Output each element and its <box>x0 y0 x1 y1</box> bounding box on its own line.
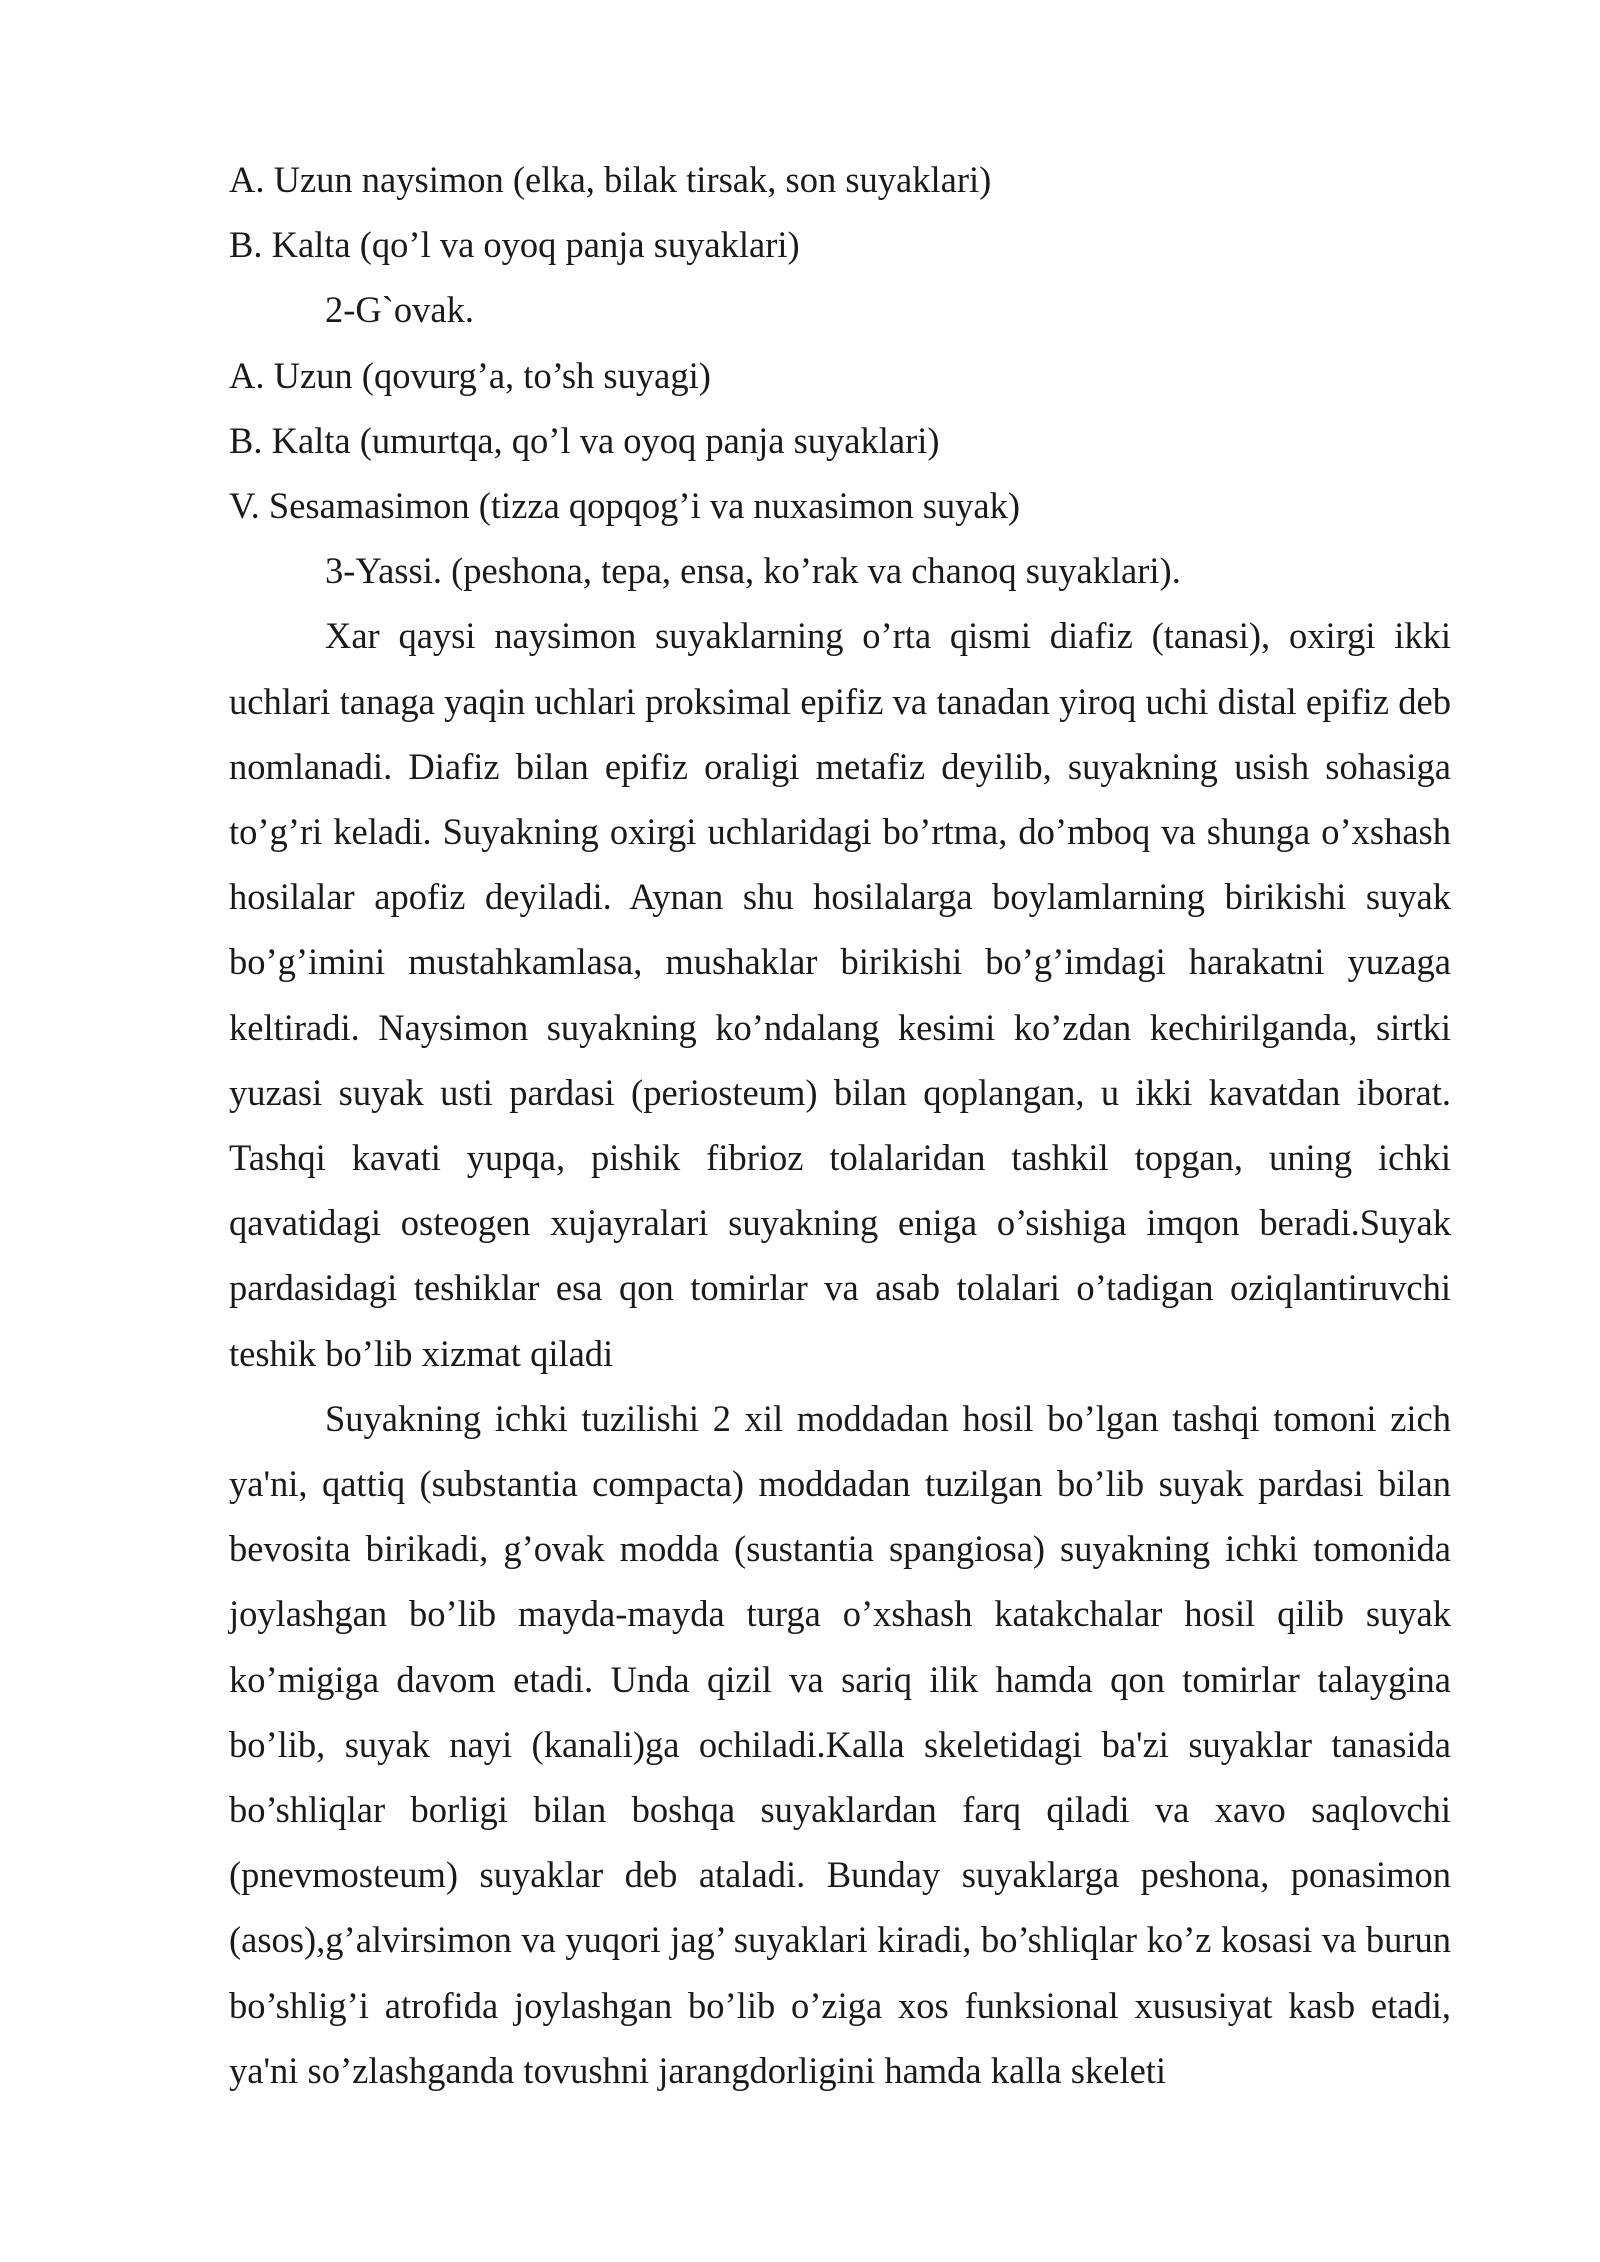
paragraph-tubular-bone-structure: Xar qaysi naysimon suyaklarning o’rta qismi diafiz (tanasi), oxirgi ikki uchlari tanaga yaqin uchlari proksimal epifiz va tanadan yiroq uchi distal epifiz deb nomlanadi. Diafiz bilan epifiz oraligi metafiz deyilib, suyakning usish sohasiga to’g’ri keladi. Suyakning oxirgi uchlaridagi bo’rtma, do’mboq va shunga o’xshash hosilalar apofiz deyiladi. Aynan shu hosilalarga boylamlarning birikishi suyak bo’g’imini mustahkamlasa, mushaklar birikishi bo’g’imdagi harakatni yuzaga keltiradi. Naysimon suyakning ko’ndalang kesimi ko’zdan kechirilganda, sirtki yuzasi suyak usti pardasi (periosteum) bilan qoplangan, u ikki kavatdan iborat. Tashqi kavati yupqa, pishik fibrioz tolalaridan tashkil topgan, uning ichki qavatidagi osteogen xujayralari suyakning eniga o’sishiga imqon beradi.Suyak pardasidagi teshiklar esa qon tomirlar va asab tolalari o’tadigan oziqlantiruvchi teshik bo’lib xizmat qiladi <box>229 615 1451 1374</box>
document-body <box>229 147 1451 2103</box>
list-line-b-short-spongy: B. Kalta (umurtqa, qo’l va oyoq panja suyaklari) <box>229 419 940 461</box>
list-line-a-long-tubular: A. Uzun naysimon (elka, bilak tirsak, son suyaklari) <box>229 159 992 200</box>
list-line-a-long-spongy: A. Uzun (qovurg’a, to’sh suyagi) <box>229 354 711 396</box>
list-heading-spongy: 2-G`ovak. <box>325 289 474 331</box>
paragraph-internal-bone-structure: Suyakning ichki tuzilishi 2 xil moddadan hosil bo’lgan tashqi tomoni zich ya'ni, qattiq (substantia compacta) moddadan tuzilgan bo’lib suyak pardasi bilan bevosita birikadi, g’ovak modda (sustantia spangiosa) suyakning ichki tomonida joylashgan bo’lib mayda-mayda turga o’xshash katakchalar hosil qilib suyak ko’migiga davom etadi. Unda qizil va sariq ilik hamda qon tomirlar talaygina bo’lib, suyak nayi (kanali)ga ochiladi.Kalla skeletidagi ba'zi suyaklar tanasida bo’shliqlar borligi bilan boshqa suyaklardan farq qiladi va xavo saqlovchi (pnevmosteum) suyaklar deb ataladi. Bunday suyaklarga peshona, ponasimon (asos),g’alvirsimon va yuqori jag’ suyaklari kiradi, bo’shliqlar ko’z kosasi va burun bo’shlig’i atrofida joylashgan bo’lib o’ziga xos funksional xususiyat kasb etadi, ya'ni so’zlashganda tovushni jarangdorligini hamda kalla skeleti <box>229 1397 1451 2091</box>
list-line-v-sesamoid: V. Sesamasimon (tizza qopqog’i va nuxasimon suyak) <box>229 485 1021 527</box>
list-heading-flat: 3-Yassi. (peshona, tepa, ensa, ko’rak va chanoq suyaklari). <box>325 550 1181 592</box>
list-line-b-short: B. Kalta (qo’l va oyoq panja suyaklari) <box>229 224 800 266</box>
